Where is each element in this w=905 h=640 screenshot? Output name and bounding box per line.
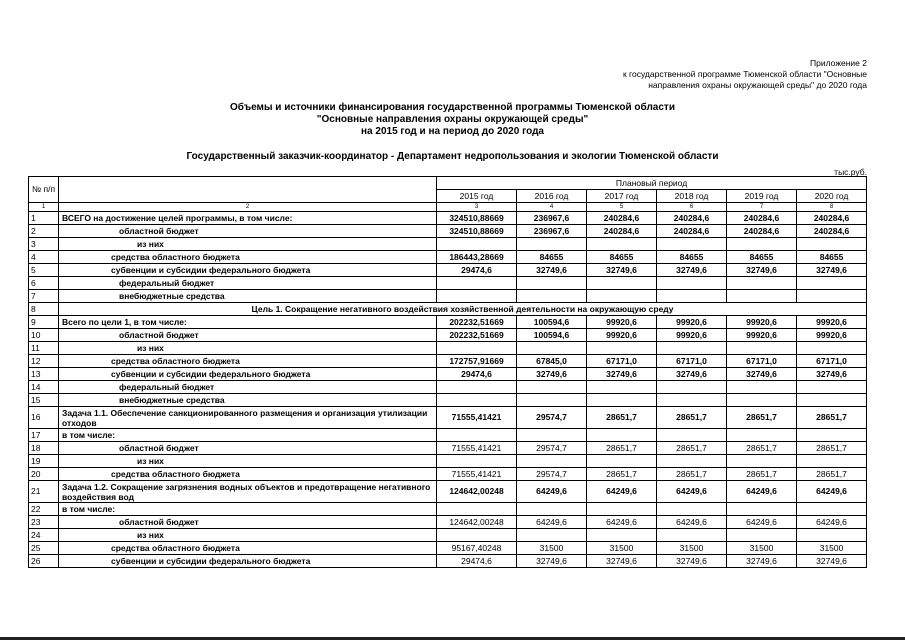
- table-row: [29, 455, 867, 468]
- value-cell: 236967,6: [517, 225, 587, 238]
- value-cell: 64249,6: [587, 481, 657, 503]
- value-cell: [517, 381, 587, 394]
- value-cell: 84655: [517, 251, 587, 264]
- value-cell: [437, 529, 517, 542]
- row-number: 4: [29, 251, 59, 264]
- value-cell: [437, 290, 517, 303]
- value-cell: 99920,6: [727, 316, 797, 329]
- value-cell: 64249,6: [797, 481, 867, 503]
- units-label: тыс.руб.: [834, 167, 867, 177]
- value-cell: [797, 290, 867, 303]
- value-cell: [517, 429, 587, 442]
- value-cell: [517, 529, 587, 542]
- value-cell: 28651,7: [727, 468, 797, 481]
- table-row: [29, 277, 867, 290]
- value-cell: [437, 381, 517, 394]
- value-cell: 240284,6: [797, 212, 867, 225]
- column-number: 8: [797, 203, 867, 212]
- row-number: 17: [29, 429, 59, 442]
- row-number: 1: [29, 212, 59, 225]
- value-cell: [727, 429, 797, 442]
- value-cell: 67171,0: [657, 355, 727, 368]
- table-row: [29, 481, 867, 503]
- row-number: 6: [29, 277, 59, 290]
- value-cell: 28651,7: [587, 442, 657, 455]
- value-cell: 71555,41421: [437, 468, 517, 481]
- value-cell: 32749,6: [657, 368, 727, 381]
- row-label: из них: [59, 455, 437, 468]
- value-cell: [587, 342, 657, 355]
- value-cell: [587, 238, 657, 251]
- row-label: ВСЕГО на достижение целей программы, в том числе:: [59, 212, 437, 225]
- value-cell: 28651,7: [587, 407, 657, 429]
- value-cell: [437, 394, 517, 407]
- value-cell: [797, 394, 867, 407]
- value-cell: 99920,6: [587, 329, 657, 342]
- value-cell: [657, 342, 727, 355]
- value-cell: 31500: [657, 542, 727, 555]
- row-label: средства областного бюджета: [59, 542, 437, 555]
- value-cell: [517, 277, 587, 290]
- column-number: 5: [587, 203, 657, 212]
- value-cell: 67845,0: [517, 355, 587, 368]
- row-number: 22: [29, 503, 59, 516]
- value-cell: 240284,6: [587, 225, 657, 238]
- value-cell: 32749,6: [657, 264, 727, 277]
- value-cell: 99920,6: [657, 329, 727, 342]
- row-number: 21: [29, 481, 59, 503]
- appendix-line-2: к государственной программе Тюменской области "Основные: [622, 69, 867, 79]
- row-label: средства областного бюджета: [59, 251, 437, 264]
- row-number: 5: [29, 264, 59, 277]
- value-cell: 240284,6: [797, 225, 867, 238]
- value-cell: 186443,28669: [437, 251, 517, 264]
- value-cell: [517, 455, 587, 468]
- value-cell: 99920,6: [657, 316, 727, 329]
- row-number: 14: [29, 381, 59, 394]
- table-row: [29, 238, 867, 251]
- document-title: [0, 102, 905, 138]
- table-row: [29, 342, 867, 355]
- value-cell: 32749,6: [797, 264, 867, 277]
- value-cell: [727, 455, 797, 468]
- row-label: из них: [59, 238, 437, 251]
- table-row: [29, 468, 867, 481]
- value-cell: [587, 381, 657, 394]
- value-cell: 28651,7: [587, 468, 657, 481]
- value-cell: [727, 290, 797, 303]
- value-cell: 172757,91669: [437, 355, 517, 368]
- value-cell: [657, 455, 727, 468]
- value-cell: 32749,6: [657, 555, 727, 568]
- table-row: [29, 442, 867, 455]
- title-line-3: на 2015 год и на период до 2020 года: [361, 126, 544, 137]
- value-cell: 67171,0: [727, 355, 797, 368]
- col-num-header: № п/п: [29, 177, 59, 203]
- value-cell: 31500: [517, 542, 587, 555]
- row-label: субвенции и субсидии федерального бюджета: [59, 555, 437, 568]
- row-label: областной бюджет: [59, 225, 437, 238]
- column-number: 6: [657, 203, 727, 212]
- appendix-line-1: Приложение 2: [810, 58, 867, 68]
- value-cell: [657, 529, 727, 542]
- row-number: 11: [29, 342, 59, 355]
- value-cell: [657, 238, 727, 251]
- value-cell: 64249,6: [727, 516, 797, 529]
- value-cell: 324510,88669: [437, 225, 517, 238]
- appendix-note: [623, 58, 867, 91]
- appendix-line-3: направления охраны окружающей среды" до 2020 года: [648, 80, 867, 90]
- year-header: 2017 год: [587, 190, 657, 203]
- value-cell: [727, 394, 797, 407]
- row-number: 19: [29, 455, 59, 468]
- value-cell: 67171,0: [797, 355, 867, 368]
- value-cell: 99920,6: [587, 316, 657, 329]
- table-row: [29, 555, 867, 568]
- value-cell: [587, 277, 657, 290]
- value-cell: [727, 238, 797, 251]
- value-cell: 28651,7: [797, 442, 867, 455]
- year-header: 2019 год: [727, 190, 797, 203]
- value-cell: 64249,6: [797, 516, 867, 529]
- value-cell: 100594,6: [517, 316, 587, 329]
- row-label: федеральный бюджет: [59, 381, 437, 394]
- value-cell: 84655: [797, 251, 867, 264]
- row-number: 18: [29, 442, 59, 455]
- value-cell: [517, 394, 587, 407]
- value-cell: 240284,6: [657, 212, 727, 225]
- table-row: [29, 329, 867, 342]
- value-cell: [797, 429, 867, 442]
- value-cell: 28651,7: [727, 442, 797, 455]
- row-number: 15: [29, 394, 59, 407]
- value-cell: [587, 529, 657, 542]
- value-cell: [657, 394, 727, 407]
- value-cell: 95167,40248: [437, 542, 517, 555]
- row-number: 7: [29, 290, 59, 303]
- value-cell: 240284,6: [587, 212, 657, 225]
- value-cell: [727, 277, 797, 290]
- row-label: субвенции и субсидии федерального бюджета: [59, 264, 437, 277]
- value-cell: [517, 342, 587, 355]
- value-cell: [797, 381, 867, 394]
- table-row: [29, 225, 867, 238]
- table-row: [29, 407, 867, 429]
- value-cell: [657, 290, 727, 303]
- value-cell: 71555,41421: [437, 407, 517, 429]
- value-cell: 29574,7: [517, 442, 587, 455]
- value-cell: 32749,6: [727, 368, 797, 381]
- table-row: [29, 503, 867, 516]
- row-number: 24: [29, 529, 59, 542]
- value-cell: 71555,41421: [437, 442, 517, 455]
- value-cell: [437, 342, 517, 355]
- table-body: [29, 212, 867, 568]
- row-label: областной бюджет: [59, 516, 437, 529]
- value-cell: [657, 277, 727, 290]
- row-label: средства областного бюджета: [59, 468, 437, 481]
- value-cell: 28651,7: [657, 468, 727, 481]
- value-cell: [587, 455, 657, 468]
- year-header: 2018 год: [657, 190, 727, 203]
- row-number: 12: [29, 355, 59, 368]
- value-cell: 240284,6: [657, 225, 727, 238]
- row-label: Задача 1.1. Обеспечение санкционированного размещения и организация утилизации отходов: [59, 407, 437, 429]
- value-cell: 32749,6: [517, 264, 587, 277]
- value-cell: 64249,6: [727, 481, 797, 503]
- value-cell: [797, 529, 867, 542]
- value-cell: [587, 429, 657, 442]
- value-cell: 124642,00248: [437, 516, 517, 529]
- row-label: федеральный бюджет: [59, 277, 437, 290]
- state-customer: Государственный заказчик-координатор - Департамент недропользования и экологии Тюменской области: [186, 151, 719, 162]
- row-label: областной бюджет: [59, 329, 437, 342]
- value-cell: 28651,7: [797, 468, 867, 481]
- value-cell: 99920,6: [797, 316, 867, 329]
- row-label: в том числе:: [59, 429, 437, 442]
- row-label: субвенции и субсидии федерального бюджета: [59, 368, 437, 381]
- value-cell: [437, 429, 517, 442]
- value-cell: 28651,7: [727, 407, 797, 429]
- value-cell: 31500: [587, 542, 657, 555]
- table-row: [29, 290, 867, 303]
- row-number: 20: [29, 468, 59, 481]
- value-cell: [587, 290, 657, 303]
- value-cell: 31500: [727, 542, 797, 555]
- value-cell: 28651,7: [797, 407, 867, 429]
- row-number: 23: [29, 516, 59, 529]
- row-number: 9: [29, 316, 59, 329]
- title-line-2: "Основные направления охраны окружающей среды": [316, 114, 589, 125]
- table-row: [29, 381, 867, 394]
- table-row: [29, 529, 867, 542]
- column-number: 4: [517, 203, 587, 212]
- title-line-1: Объемы и источники финансирования государственной программы Тюменской области: [230, 102, 675, 113]
- value-cell: 32749,6: [517, 368, 587, 381]
- planned-period-header: Плановый период: [437, 177, 867, 190]
- value-cell: 31500: [797, 542, 867, 555]
- row-number: 25: [29, 542, 59, 555]
- row-number: 2: [29, 225, 59, 238]
- value-cell: [437, 503, 517, 516]
- value-cell: 240284,6: [727, 212, 797, 225]
- value-cell: [727, 342, 797, 355]
- value-cell: 32749,6: [517, 555, 587, 568]
- col-name-header: [59, 177, 437, 203]
- row-label: средства областного бюджета: [59, 355, 437, 368]
- value-cell: [437, 455, 517, 468]
- value-cell: [437, 238, 517, 251]
- value-cell: 84655: [587, 251, 657, 264]
- value-cell: 84655: [657, 251, 727, 264]
- value-cell: 124642,00248: [437, 481, 517, 503]
- value-cell: 64249,6: [517, 481, 587, 503]
- value-cell: 29474,6: [437, 264, 517, 277]
- table-row: [29, 316, 867, 329]
- row-number: 3: [29, 238, 59, 251]
- table-row: [29, 516, 867, 529]
- column-number: 7: [727, 203, 797, 212]
- row-label: Задача 1.2. Сокращение загрязнения водных объектов и предотвращение негативного воздействия вод: [59, 481, 437, 503]
- year-header: 2016 год: [517, 190, 587, 203]
- value-cell: [587, 394, 657, 407]
- value-cell: 29574,7: [517, 468, 587, 481]
- value-cell: [797, 342, 867, 355]
- financing-table: [28, 176, 867, 568]
- value-cell: 240284,6: [727, 225, 797, 238]
- row-label: из них: [59, 529, 437, 542]
- value-cell: [727, 381, 797, 394]
- year-header: 2020 год: [797, 190, 867, 203]
- row-label: из них: [59, 342, 437, 355]
- table-row: [29, 368, 867, 381]
- year-header: 2015 год: [437, 190, 517, 203]
- value-cell: 99920,6: [727, 329, 797, 342]
- value-cell: [727, 529, 797, 542]
- value-cell: 100594,6: [517, 329, 587, 342]
- table-row: [29, 394, 867, 407]
- value-cell: [657, 503, 727, 516]
- value-cell: [517, 238, 587, 251]
- row-number: 16: [29, 407, 59, 429]
- table-row: [29, 212, 867, 225]
- row-label: областной бюджет: [59, 442, 437, 455]
- value-cell: 29574,7: [517, 407, 587, 429]
- value-cell: 64249,6: [657, 481, 727, 503]
- value-cell: 236967,6: [517, 212, 587, 225]
- value-cell: 84655: [727, 251, 797, 264]
- value-cell: 32749,6: [727, 555, 797, 568]
- value-cell: 202232,51669: [437, 329, 517, 342]
- row-label: Цель 1. Сокращение негативного воздействия хозяйственной деятельности на окружающую среду: [59, 303, 867, 316]
- row-label: в том числе:: [59, 503, 437, 516]
- table-row: [29, 264, 867, 277]
- value-cell: [797, 503, 867, 516]
- table-row: [29, 251, 867, 264]
- value-cell: 99920,6: [797, 329, 867, 342]
- value-cell: [657, 381, 727, 394]
- row-number: 10: [29, 329, 59, 342]
- value-cell: [657, 429, 727, 442]
- value-cell: 28651,7: [657, 442, 727, 455]
- value-cell: 32749,6: [587, 264, 657, 277]
- table-row: [29, 429, 867, 442]
- value-cell: 32749,6: [797, 368, 867, 381]
- value-cell: 324510,88669: [437, 212, 517, 225]
- value-cell: 29474,6: [437, 368, 517, 381]
- value-cell: [517, 503, 587, 516]
- value-cell: 64249,6: [657, 516, 727, 529]
- value-cell: [797, 238, 867, 251]
- row-number: 13: [29, 368, 59, 381]
- column-number: 2: [59, 203, 437, 212]
- value-cell: [797, 277, 867, 290]
- column-number: 3: [437, 203, 517, 212]
- table-row: [29, 542, 867, 555]
- value-cell: [437, 277, 517, 290]
- value-cell: 32749,6: [587, 368, 657, 381]
- value-cell: [727, 503, 797, 516]
- table-row: [29, 355, 867, 368]
- table-row: [29, 303, 867, 316]
- row-number: 26: [29, 555, 59, 568]
- row-label: внебюджетные средства: [59, 290, 437, 303]
- value-cell: 202232,51669: [437, 316, 517, 329]
- value-cell: 32749,6: [727, 264, 797, 277]
- column-number: 1: [29, 203, 59, 212]
- value-cell: 64249,6: [587, 516, 657, 529]
- value-cell: 28651,7: [657, 407, 727, 429]
- value-cell: 67171,0: [587, 355, 657, 368]
- row-label: Всего по цели 1, в том числе:: [59, 316, 437, 329]
- value-cell: 29474,6: [437, 555, 517, 568]
- row-number: 8: [29, 303, 59, 316]
- value-cell: [587, 503, 657, 516]
- value-cell: [517, 290, 587, 303]
- value-cell: 32749,6: [797, 555, 867, 568]
- value-cell: 64249,6: [517, 516, 587, 529]
- value-cell: 32749,6: [587, 555, 657, 568]
- value-cell: [797, 455, 867, 468]
- row-label: внебюджетные средства: [59, 394, 437, 407]
